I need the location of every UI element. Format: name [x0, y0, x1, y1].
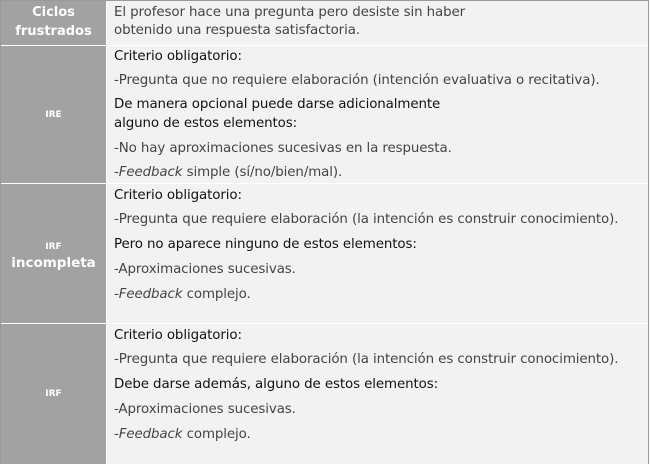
item-rest: complejo. [182, 427, 251, 442]
requirement-text: -Pregunta que requiere elaboración (la intención es construir conocimiento). [114, 352, 619, 367]
requirement-text: -Pregunta que no requiere elaboración (intención evaluativa o recitativa). [114, 73, 600, 88]
element-item-2 [114, 165, 342, 180]
row-label-small: IRF [45, 241, 62, 252]
row-label-text: IRF [45, 389, 62, 399]
element-item-2 [114, 287, 251, 302]
condition-heading: Debe darse además, alguno de estos elementos: [114, 377, 439, 392]
requirement-text: -Pregunta que requiere elaboración (la intención es construir conocimiento). [114, 212, 619, 227]
row-label-line1: Ciclos [32, 5, 75, 20]
table-row-irf [1, 324, 648, 464]
criterion-heading: Criterio obligatorio: [114, 328, 242, 343]
row-content-ire [107, 46, 648, 183]
criterion-heading: Criterio obligatorio: [114, 188, 242, 203]
row-content-irf [107, 324, 648, 464]
row-label-irf-incompleta [1, 184, 107, 323]
description-line-1: El profesor hace una pregunta pero desiste sin haber [114, 5, 466, 20]
element-item-1: -Aproximaciones sucesivas. [114, 262, 296, 277]
row-content-irf-incompleta [107, 184, 648, 323]
row-label-line2: frustrados [15, 24, 92, 39]
condition-heading: Pero no aparece ninguno de estos elementos: [114, 237, 417, 252]
optional-heading-line1: De manera opcional puede darse adicionalmente [114, 97, 441, 112]
item-italic-term: Feedback [118, 287, 183, 302]
row-label-big: incompleta [11, 254, 96, 271]
table-row-irf-incompleta [1, 184, 648, 324]
item-prefix: - [114, 287, 119, 302]
item-rest: simple (sí/no/bien/mal). [182, 165, 343, 180]
optional-heading-line2: alguno de estos elementos: [114, 116, 298, 131]
description-line-2: obtenido una respuesta satisfactoria. [114, 23, 360, 38]
item-rest: complejo. [182, 287, 251, 302]
element-item-1: -Aproximaciones sucesivas. [114, 402, 296, 417]
item-prefix: - [114, 165, 119, 180]
element-item-2 [114, 427, 251, 442]
row-label-text: IRE [45, 109, 62, 120]
item-italic-term: Feedback [118, 427, 183, 442]
row-content-ciclos-frustrados [107, 1, 648, 45]
item-prefix: - [114, 427, 119, 442]
element-item-1: -No hay aproximaciones sucesivas en la respuesta. [114, 141, 452, 156]
row-label-ciclos-frustrados [1, 1, 107, 45]
table-row-ire [1, 46, 648, 184]
table-row-ciclos-frustrados [1, 1, 648, 46]
row-label-irf [1, 324, 107, 464]
row-label-ire [1, 46, 107, 183]
criterion-heading: Criterio obligatorio: [114, 49, 242, 64]
item-italic-term: Feedback [118, 165, 183, 180]
